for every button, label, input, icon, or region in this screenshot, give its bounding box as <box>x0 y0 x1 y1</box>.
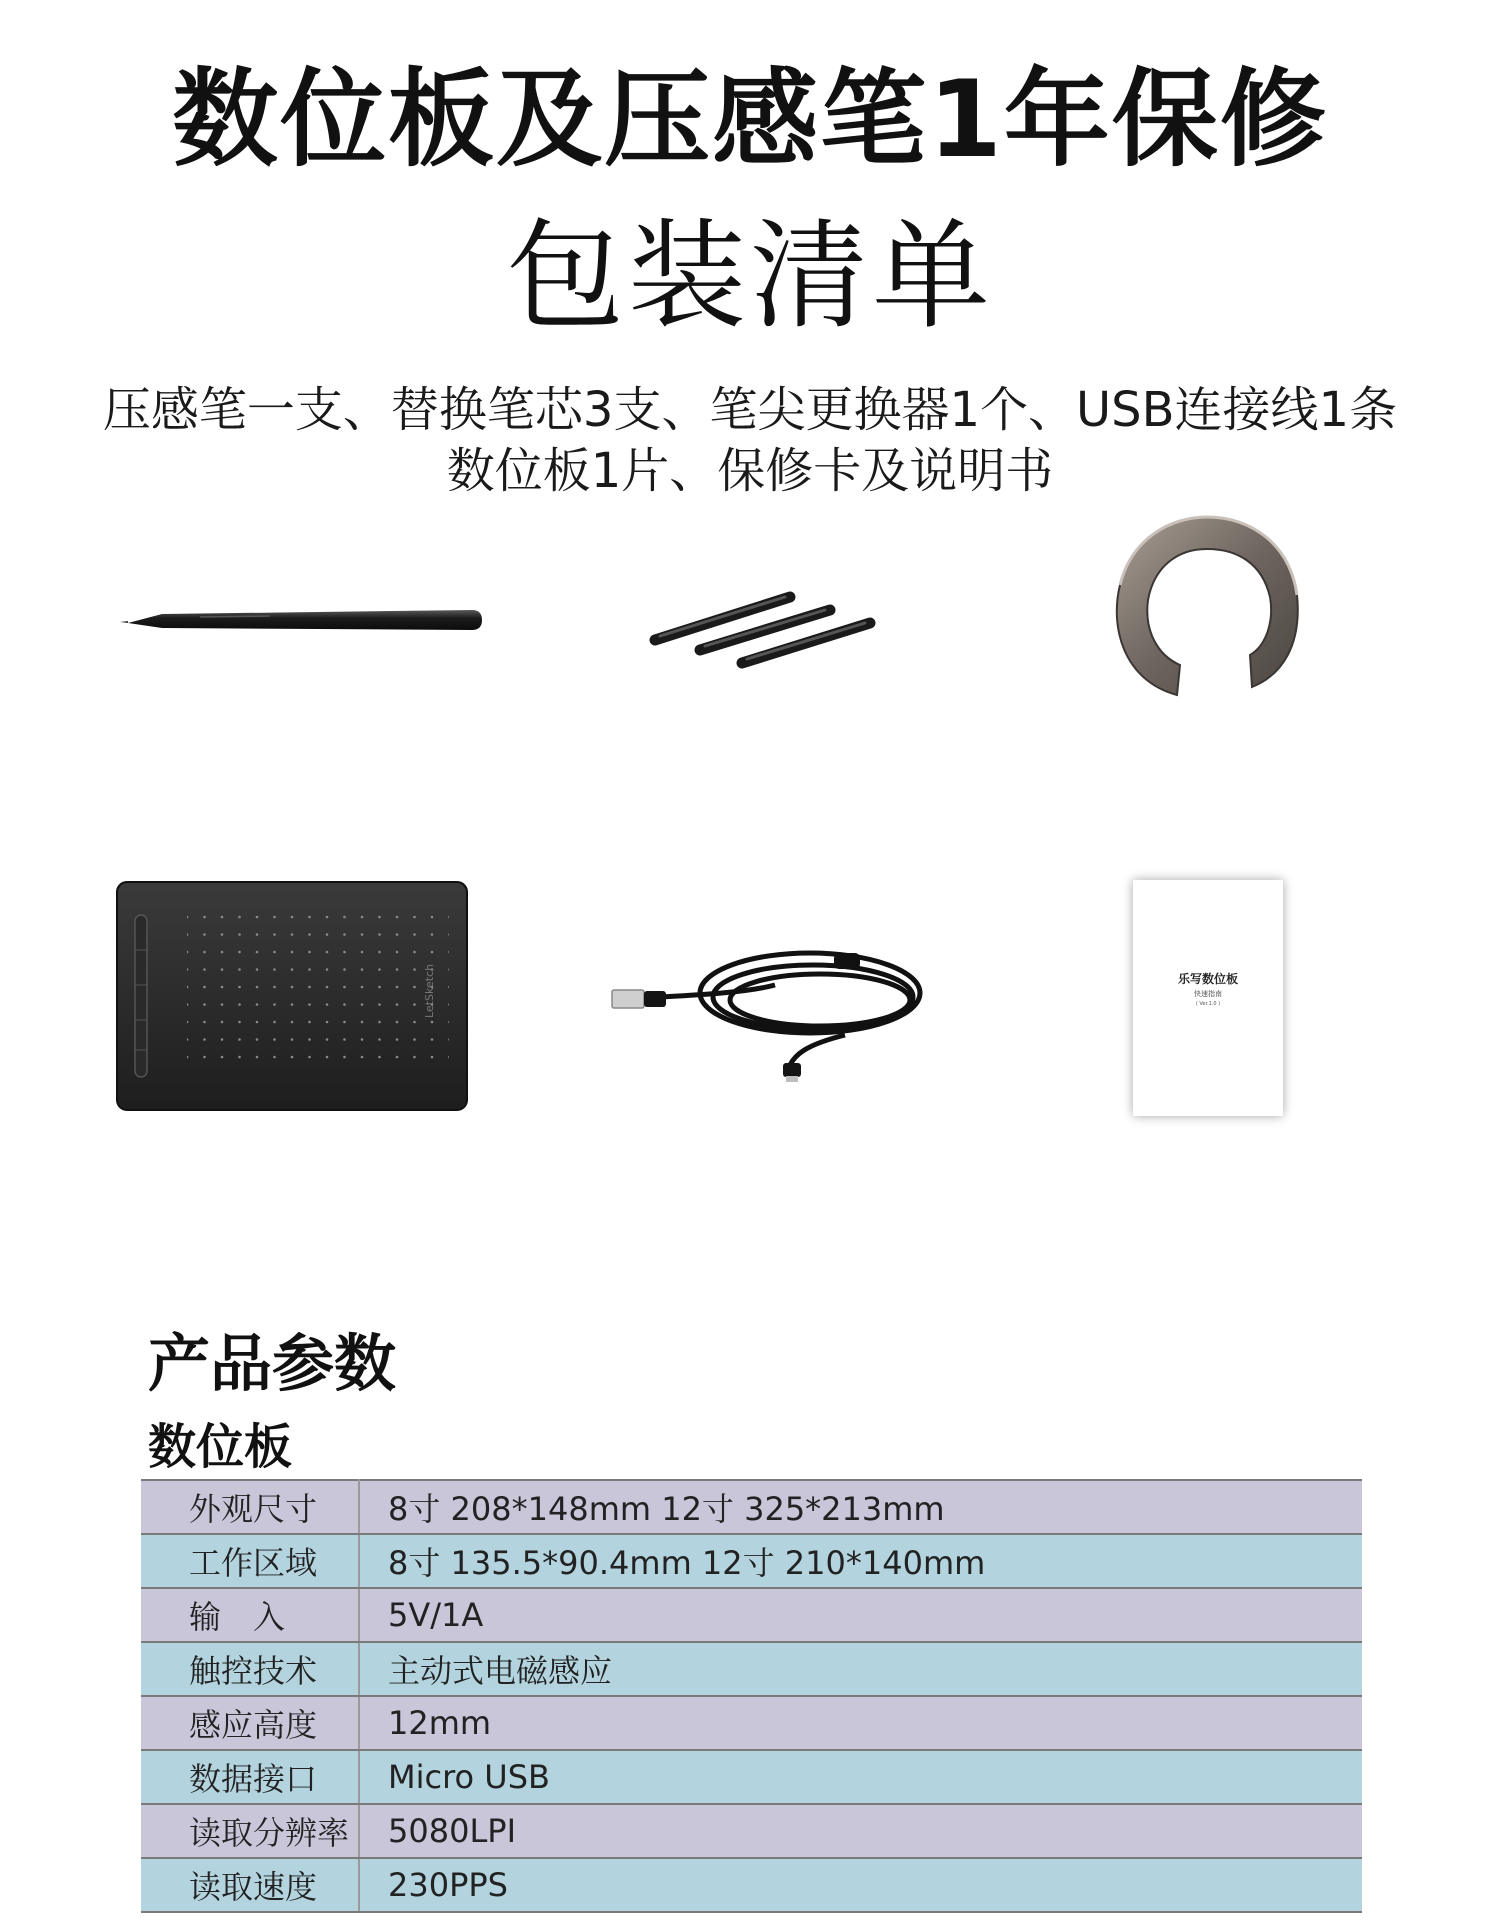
spec-table <box>141 1479 1362 1913</box>
usb-cable-image <box>605 935 935 1085</box>
spec-value: Micro USB <box>359 1750 1362 1804</box>
warranty-heading: 数位板及压感笔1年保修 <box>172 58 1328 181</box>
spec-value: 8寸 208*148mm 12寸 325*213mm <box>359 1480 1362 1534</box>
spec-value: 主动式电磁感应 <box>359 1642 1362 1696</box>
spec-key: 数据接口 <box>141 1750 359 1804</box>
table-row <box>141 1642 1362 1696</box>
stylus-pen-image <box>120 590 490 650</box>
replacement-nibs-image <box>640 585 900 675</box>
tablet-brand-label: LetSketch <box>423 963 436 1018</box>
user-manual-image <box>1133 880 1283 1116</box>
spec-key: 输 入 <box>141 1588 359 1642</box>
table-row <box>141 1534 1362 1588</box>
package-contents-line-2: 数位板1片、保修卡及说明书 <box>446 443 1054 499</box>
spec-key: 工作区域 <box>141 1534 359 1588</box>
table-row <box>141 1804 1362 1858</box>
drawing-tablet-image <box>115 880 470 1112</box>
nib-remover-ring-image <box>1102 505 1312 705</box>
tablet-subtitle: 数位板 <box>148 1419 293 1475</box>
table-row <box>141 1858 1362 1912</box>
package-contents-line-1: 压感笔一支、替换笔芯3支、笔尖更换器1个、USB连接线1条 <box>102 382 1398 438</box>
spec-key: 读取速度 <box>141 1858 359 1912</box>
spec-value: 5080LPI <box>359 1804 1362 1858</box>
product-params-title: 产品参数 <box>148 1327 397 1400</box>
manual-subtitle: 快速指南 <box>1194 990 1222 998</box>
spec-key: 外观尺寸 <box>141 1480 359 1534</box>
table-row <box>141 1588 1362 1642</box>
spec-value: 8寸 135.5*90.4mm 12寸 210*140mm <box>359 1534 1362 1588</box>
table-row <box>141 1750 1362 1804</box>
spec-key: 触控技术 <box>141 1642 359 1696</box>
spec-key: 感应高度 <box>141 1696 359 1750</box>
table-row <box>141 1696 1362 1750</box>
table-row <box>141 1480 1362 1534</box>
manual-version: ( Ver.1.0 ) <box>1195 1001 1221 1007</box>
spec-value: 12mm <box>359 1696 1362 1750</box>
spec-value: 5V/1A <box>359 1588 1362 1642</box>
manual-title: 乐写数位板 <box>1177 972 1238 986</box>
package-list-title: 包装清单 <box>505 207 994 345</box>
spec-value: 230PPS <box>359 1858 1362 1912</box>
spec-key: 读取分辨率 <box>141 1804 359 1858</box>
